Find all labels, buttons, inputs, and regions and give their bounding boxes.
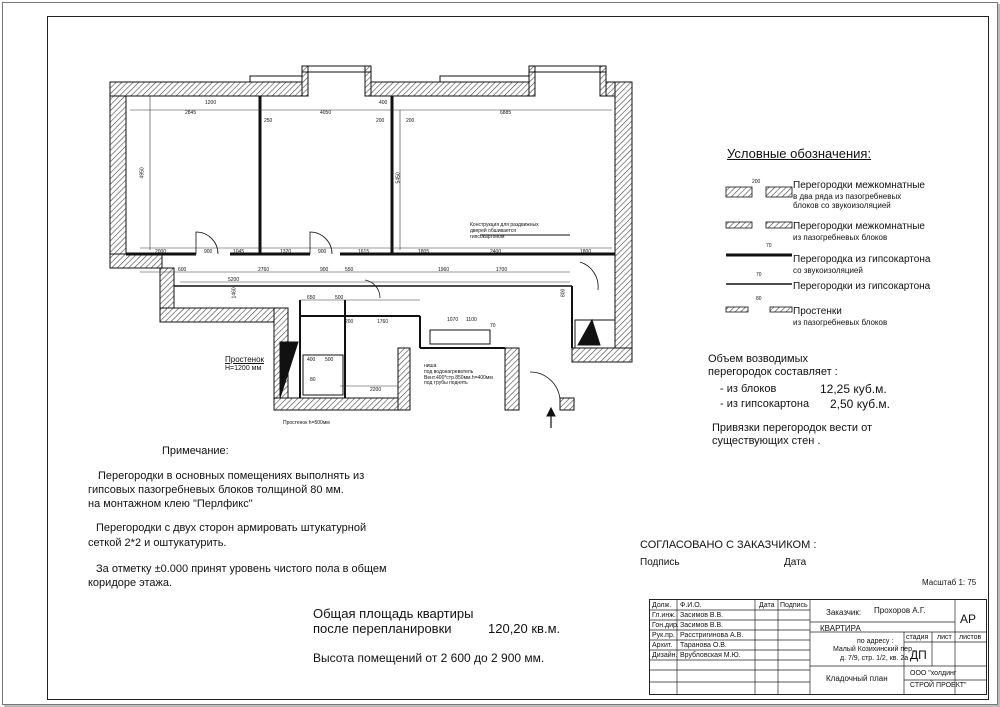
dim-label: 1800 <box>580 249 592 255</box>
dim-label: 4950 <box>139 167 146 179</box>
legend-item: Перегородки из гипсокартона <box>793 281 931 292</box>
legend-item: Перегородки межкомнатные из пазогребневых блоков <box>793 221 925 242</box>
tb-sheet-header: лист <box>937 634 952 641</box>
legend-size: 70 <box>766 243 772 249</box>
dim-label: 4050 <box>320 110 332 116</box>
tb-address: д. 7/9, стр. 1/2, кв. 2а <box>840 655 909 662</box>
legend-size: 80 <box>756 296 762 302</box>
scale-label: Масштаб 1: 75 <box>922 578 977 587</box>
dimension-lines <box>130 96 612 386</box>
legend-size: 70 <box>756 272 762 278</box>
tb-stage: ДП <box>910 648 927 662</box>
dim-label: 5450 <box>395 172 402 184</box>
tb-role: Архит. <box>652 642 673 649</box>
tb-person: Таранова О.В. <box>680 642 727 649</box>
dim-label: 1320 <box>280 249 292 255</box>
legend-item: Перегородка из гипсокартона со звукоизоляцией <box>793 254 931 275</box>
title-block <box>649 599 987 695</box>
dim-label: 550 <box>345 267 354 273</box>
tb-person: Засимов В.В. <box>680 612 724 619</box>
niche-note: ниша под водонагреватель Вент.400*стр.850мм.h=400мм под трубы поднять <box>424 363 493 387</box>
dim-label: 1805 <box>418 249 430 255</box>
approval-title: СОГЛАСОВАНО С ЗАКАЗЧИКОМ : <box>640 539 817 551</box>
tb-role: Гл.инж. <box>652 612 676 619</box>
legend-title: Условные обозначения: <box>727 146 872 161</box>
approval-date: Дата <box>784 557 807 568</box>
dim-label: 600 <box>178 267 187 273</box>
binding-note: Привязки перегородок вести от <box>712 422 872 434</box>
tb-stage-header: стадия <box>906 634 929 641</box>
dim-label: 2200 <box>370 387 382 393</box>
tb-object: КВАРТИРА <box>820 624 861 633</box>
dim-label: 1460 <box>231 287 238 299</box>
legend-item: Перегородки межкомнатные в два ряда из пазогребневых блоков со звукоизоляцией <box>793 180 925 210</box>
dim-label: 1615 <box>358 249 370 255</box>
volume-label: - из гипсокартона <box>720 398 810 410</box>
tb-person: Врубловская М.Ю. <box>680 652 741 659</box>
area-line: после перепланировки <box>313 621 452 636</box>
volume-heading: перегородок составляет : <box>708 366 838 378</box>
area-line: Общая площадь квартиры <box>313 606 474 621</box>
tb-drawing: Кладочный план <box>826 674 888 683</box>
tb-code: АР <box>960 612 977 626</box>
dim-label: 80 <box>310 377 316 383</box>
dim-label: 1700 <box>496 267 508 273</box>
dim-label: 2400 <box>490 249 502 255</box>
dim-label: 200 <box>376 118 385 124</box>
tb-address: по адресу : <box>857 638 894 645</box>
dim-label: 500 <box>335 295 344 301</box>
interior-partitions <box>126 96 615 398</box>
dim-label: 1070 <box>447 317 459 323</box>
note-line: коридоре этажа. <box>88 577 173 589</box>
dim-label: 900 <box>204 249 213 255</box>
tb-customer: Прохоров А.Г. <box>874 606 926 615</box>
tb-role: Рук.пр. <box>652 632 675 639</box>
dim-label: 6885 <box>500 110 512 116</box>
dim-label: 1100 <box>466 317 477 323</box>
tb-role: Дизайн. <box>652 652 678 659</box>
tb-header: Ф.И.О. <box>680 602 702 609</box>
tb-header: Подпись <box>780 602 808 609</box>
dim-label: 800 <box>560 288 567 298</box>
tb-company: ООО "холдинг <box>910 670 957 677</box>
volume-heading: Объем возводимых <box>708 353 808 365</box>
tb-address: Малый Козихинский пер., <box>833 646 916 653</box>
tb-person: Засимов В.В. <box>680 622 724 629</box>
note-line: гипсовых пазогребневых блоков толщиной 80 мм. <box>88 484 344 496</box>
dim-label: 400 <box>307 357 316 363</box>
legend-size: 200 <box>752 179 761 185</box>
tb-person: Расстригинова А.В. <box>680 632 744 639</box>
pier-note-2: Простенок h=500мм <box>283 420 330 426</box>
tb-header: Долж. <box>652 602 672 609</box>
dim-label: 900 <box>320 267 329 273</box>
dim-label: 650 <box>307 295 316 301</box>
dim-label: 400 <box>379 100 388 106</box>
tb-sheets-header: листов <box>959 634 982 641</box>
binding-note: существующих стен . <box>712 435 821 447</box>
partition-note: Конструкция для раздвижных дверей обшивается гипсокартоном <box>470 222 539 240</box>
dim-label: 1960 <box>438 267 450 273</box>
dim-label: 900 <box>318 249 327 255</box>
notes-title: Примечание: <box>162 445 229 457</box>
approval-sign: Подпись <box>640 557 680 568</box>
dim-label: 500 <box>325 357 334 363</box>
dim-label: 2760 <box>258 267 270 273</box>
dim-label: 1760 <box>377 319 389 325</box>
note-line: на монтажном клею "Перлфикс" <box>88 498 253 510</box>
tb-customer-label: Заказчик: <box>826 608 862 617</box>
room-height: Высота помещений от 2 600 до 2 900 мм. <box>313 651 545 665</box>
exterior-walls <box>110 66 632 410</box>
note-line: сеткой 2*2 и оштукатурить. <box>88 537 227 549</box>
dim-label: 200 <box>345 319 354 325</box>
dim-label: 200 <box>406 118 415 124</box>
note-line: За отметку ±0.000 принят уровень чистого пола в общем <box>96 563 387 575</box>
dim-label: 250 <box>264 118 273 124</box>
volume-label: - из блоков <box>720 383 777 395</box>
note-line: Перегородки с двух сторон армировать штукатурной <box>96 522 367 534</box>
pier-height: H=1200 мм <box>225 365 262 372</box>
note-line: Перегородки в основных помещениях выполнять из <box>98 470 365 482</box>
volume-value: 12,25 куб.м. <box>820 382 887 396</box>
tb-role: Гон.дир. <box>652 622 679 629</box>
dim-label: 2845 <box>185 110 197 116</box>
legend-item: Простенки из пазогребневых блоков <box>793 306 888 327</box>
volume-value: 2,50 куб.м. <box>830 397 890 411</box>
area-value: 120,20 кв.м. <box>488 621 561 636</box>
dim-label: 70 <box>490 323 496 329</box>
dim-label: 2000 <box>155 249 167 255</box>
tb-header: Дата <box>759 602 775 609</box>
dim-label: 1045 <box>233 249 245 255</box>
dim-label: 5200 <box>228 277 240 283</box>
tb-company: СТРОЙ ПРОЕКТ" <box>910 682 967 689</box>
legend-symbols <box>726 187 792 312</box>
entrance-arrow <box>547 408 555 428</box>
dim-label: 1200 <box>205 100 217 106</box>
pier-label: Простенок <box>225 355 265 364</box>
